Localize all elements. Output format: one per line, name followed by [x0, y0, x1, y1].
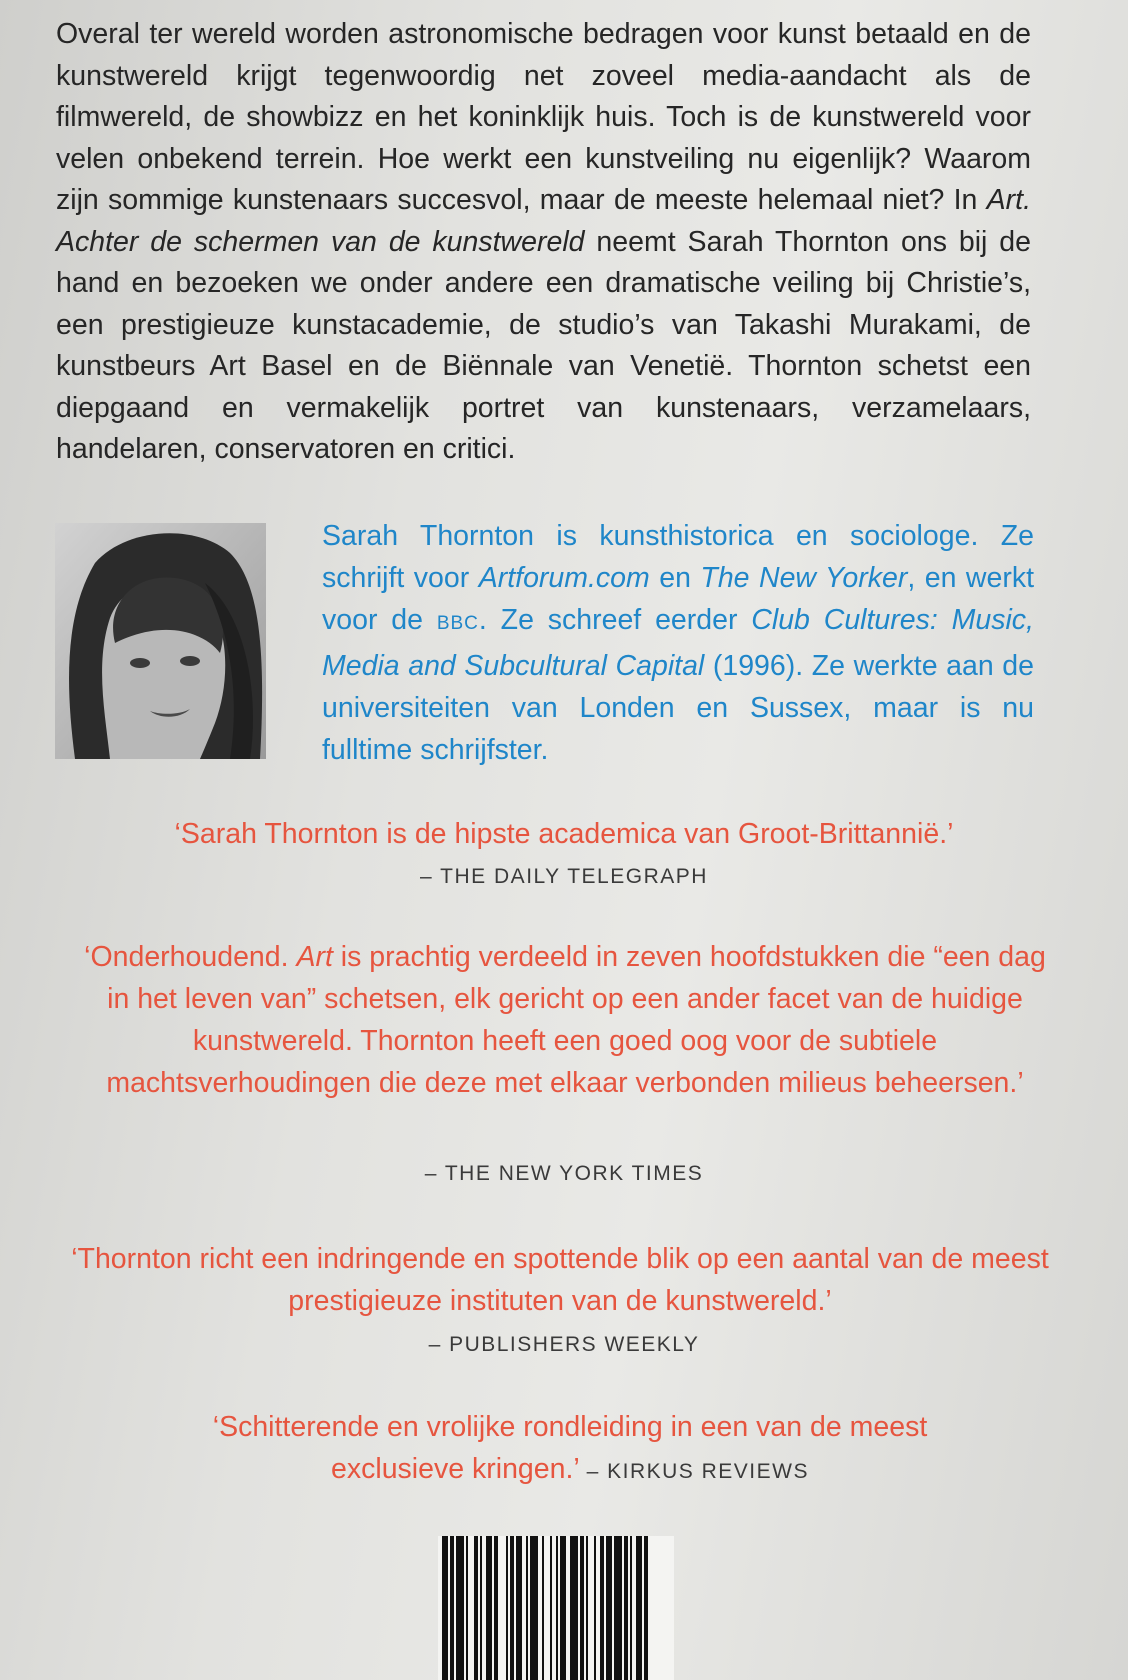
blurb-text-1: Overal ter wereld worden astronomische bedragen voor kunst betaald en de kunstwereld krijgt tegenwoordig net zoveel media-aandacht als de filmwereld, de showbizz en het koninklijk huis. Toch is de kunstwereld voor velen onbekend terrein. Hoe werkt een kunstveiling nu eigenlijk? Waarom zijn sommige kunstenaars succesvol, maar de meeste helemaal niet? In — [56, 18, 1031, 216]
review-quote-kirkus — [200, 1406, 940, 1493]
barcode-bar — [450, 1536, 454, 1680]
bio-text-3: , en werkt voor de — [322, 562, 1034, 636]
barcode-bar — [526, 1536, 528, 1680]
barcode-bar — [614, 1536, 622, 1680]
author-photo — [55, 523, 266, 759]
blurb-paragraph — [56, 14, 1031, 471]
barcode-bar — [466, 1536, 468, 1680]
barcode-bar — [530, 1536, 538, 1680]
barcode-bar — [586, 1536, 588, 1680]
book-title-italic: Art. Achter de schermen van de kunstwereld — [56, 184, 1031, 258]
blurb-text-2: neemt Sarah Thornton ons bij de hand en bezoeken we onder andere een dramatische veiling bij Christie’s, een prestigieuze kunstacademie, de studio’s van Takashi Murakami, de kunstbeurs Art Basel en de Biënnale van Venetië. Thornton schetst een diepgaand en vermakelijk portret van kunstenaars, verzamelaars, handelaren, conservatoren en critici. — [56, 225, 1031, 465]
bio-bbc: BBC — [436, 613, 479, 634]
review-source-publishers-weekly: – PUBLISHERS WEEKLY — [428, 1333, 700, 1356]
bio-book-club-cultures: Club Cultures: Music, Media and Subcultural Capital — [322, 604, 1034, 682]
barcode-bar — [624, 1536, 628, 1680]
barcode-bar — [636, 1536, 642, 1680]
nyt-quote-open: ‘Onderhoudend. — [84, 941, 297, 973]
review-quote-telegraph: ‘Sarah Thornton is de hipste academica van Groot-Brittannië.’ — [174, 818, 954, 850]
barcode-bar — [506, 1536, 508, 1680]
barcode-bar — [556, 1536, 558, 1680]
bio-publication-artforum: Artforum.com — [478, 562, 650, 594]
barcode-bar — [630, 1536, 632, 1680]
barcode-bar — [580, 1536, 584, 1680]
barcode-bar — [494, 1536, 498, 1680]
review-source-kirkus: – KIRKUS REVIEWS — [586, 1460, 809, 1483]
barcode-bar — [486, 1536, 492, 1680]
barcode-bar — [570, 1536, 578, 1680]
review-quote-nytimes — [70, 936, 1060, 1104]
bio-text-1: Sarah Thornton is kunsthistorica en sociologe. Ze schrijft voor — [322, 520, 1034, 594]
barcode-bar — [474, 1536, 478, 1680]
review-quote-publishers-weekly: ‘Thornton richt een indringende en spottende blik op een aantal van de meest prestigieuze instituten van de kunstwereld.’ — [71, 1243, 1049, 1317]
review-source-telegraph: – THE DAILY TELEGRAPH — [420, 865, 708, 888]
barcode-bar — [516, 1536, 522, 1680]
bio-publication-new-yorker: The New Yorker — [700, 562, 908, 594]
barcode-bar — [644, 1536, 648, 1680]
barcode — [438, 1536, 674, 1680]
author-bio — [322, 515, 1034, 771]
kirkus-quote-text: ‘Schitterende en vrolijke rondleiding in een van de meest exclusieve kringen.’ — [212, 1411, 928, 1485]
bio-text-5: (1996). Ze werkte aan de universiteiten van Londen en Sussex, maar is nu fulltime schrijfster. — [322, 650, 1034, 766]
barcode-bar — [560, 1536, 566, 1680]
barcode-bar — [606, 1536, 612, 1680]
barcode-bar — [550, 1536, 552, 1680]
bio-text-2: en — [649, 562, 701, 594]
review-source-nytimes: – THE NEW YORK TIMES — [424, 1162, 704, 1185]
barcode-bar — [594, 1536, 596, 1680]
barcode-bar — [542, 1536, 544, 1680]
nyt-quote-rest: is prachtig verdeeld in zeven hoofdstukken die “een dag in het leven van” schetsen, elk gericht op een ander facet van de huidige kunstwereld. Thornton heeft een goed oog voor de subtiele machtsverhoudingen die deze met elkaar verbonden milieus beheersen.’ — [106, 941, 1046, 1099]
barcode-bar — [600, 1536, 604, 1680]
barcode-bar — [456, 1536, 464, 1680]
barcode-bar — [510, 1536, 514, 1680]
barcode-bar — [442, 1536, 448, 1680]
nyt-quote-italic: Art — [296, 941, 333, 973]
bio-text-4: . Ze schreef eerder — [478, 604, 752, 636]
barcode-bar — [480, 1536, 482, 1680]
